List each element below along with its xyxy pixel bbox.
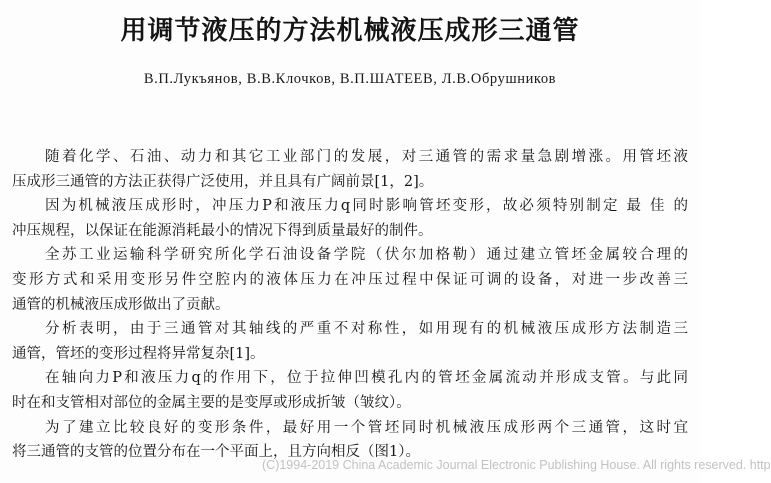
paragraph-line: 通管，管坯的变形过程将异常复杂[1]。 [12,345,265,362]
paragraph-line: 在轴向力P和液压力q的作用下，位于拉伸凹模孔内的管坯金属流动并形成支管。与此同 [45,370,688,387]
paragraph-line: 时在和支管相对部位的金属主要的是变厚或形成折皱（皱纹）。 [12,394,411,411]
body-text [12,145,688,465]
paragraph-line: 变形方式和采用变形另件空腔内的液体压力在冲压过程中保证可调的设备，对进一步改善三 [12,271,688,288]
paragraph-line: 分析表明，由于三通管对其轴线的严重不对称性，如用现有的机械液压成形方法制造三 [45,321,688,338]
copyright-watermark: (C)1994-2019 China Academic Journal Electronic Publishing House. All rights reserved. http [262,458,771,472]
paragraph-line: 全苏工业运输科学研究所化学石油设备学院（伏尔加格勒）通过建立管坯金属较合理的 [45,247,688,264]
paragraph-line: 压成形三通管的方法正获得广泛使用，并且具有广阔前景[1，2]。 [12,173,434,190]
paragraph-line: 冲压规程，以保证在能源消耗最小的情况下得到质量最好的制件。 [12,222,433,239]
paper-title: 用调节液压的方法机械液压成形三通管 [120,16,580,46]
paragraph-line: 因为机械液压成形时，冲压力P和液压力q同时影响管坯变形，故必须特别制定 最 佳 的 [45,198,688,215]
author-list: В.П.Лукъянов, В.В.Клочков, В.П.ШАТЕЕВ, Л.В.Обрушников [143,71,557,87]
paragraph-line: 为了建立比较良好的变形条件，最好用一个管坯同时机械液压成形两个三通管，这时宜 [45,419,688,436]
paragraph-line: 将三通管的支管的位置分布在一个平面上，且方向相反（图1）。 [12,444,420,461]
paragraph-line: 通管的机械液压成形做出了贡献。 [12,296,230,313]
paragraph-line: 随着化学、石油、动力和其它工业部门的发展，对三通管的需求量急剧增涨。用管坯液 [45,149,688,165]
